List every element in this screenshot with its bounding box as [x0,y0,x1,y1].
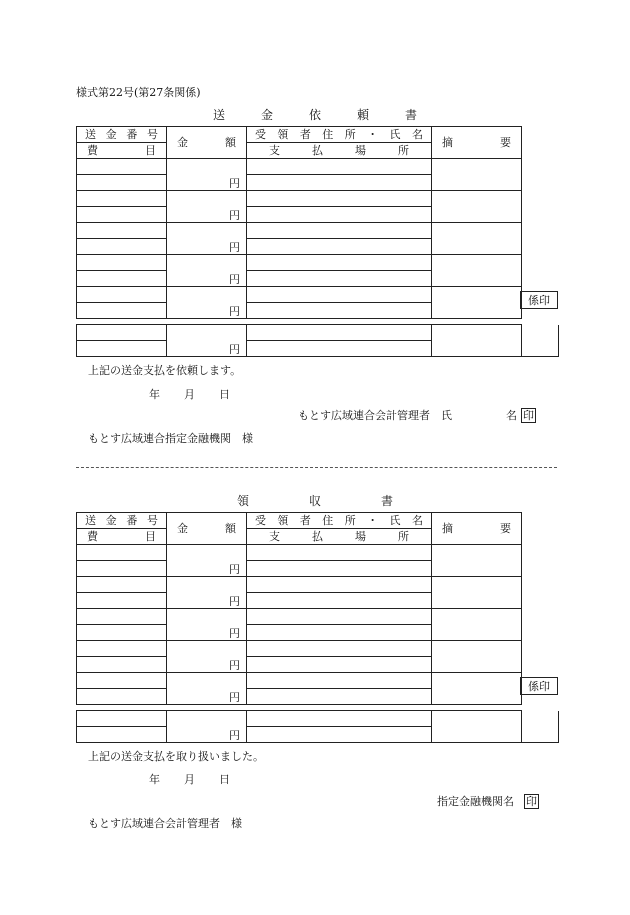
expense-cell[interactable] [77,303,167,319]
expense-cell[interactable] [77,341,167,357]
stamp-box [520,677,558,695]
recipient-cell[interactable] [247,673,432,689]
header-amount: 金 額 [167,513,247,545]
recipient-cell[interactable] [247,325,432,341]
expense-cell[interactable] [77,239,167,255]
header-recipient: 受 領 者 住 所 ・ 氏 名 [247,513,432,529]
amount-cell[interactable]: 円 [167,711,247,743]
remit-number-cell[interactable] [77,255,167,271]
expense-cell[interactable] [77,593,167,609]
summary-cell[interactable] [432,577,522,609]
payment-place-cell[interactable] [247,625,432,641]
payment-place-cell[interactable] [247,271,432,287]
payment-place-cell[interactable] [247,657,432,673]
expense-cell[interactable] [77,175,167,191]
summary-cell[interactable] [432,287,522,319]
remit-number-cell[interactable] [77,577,167,593]
remit-number-cell[interactable] [77,711,167,727]
addressee-bank: もとす広域連合指定金融機関 様 [88,432,253,445]
amount-cell[interactable]: 円 [167,255,247,287]
receipt-table [76,512,559,705]
payment-place-cell[interactable] [247,593,432,609]
payment-place-cell[interactable] [247,561,432,577]
amount-cell[interactable]: 円 [167,609,247,641]
payment-place-cell[interactable] [247,341,432,357]
remit-number-cell[interactable] [77,673,167,689]
stamp-area[interactable] [522,325,559,357]
expense-cell[interactable] [77,271,167,287]
expense-cell[interactable] [77,657,167,673]
remit-number-cell[interactable] [77,545,167,561]
seal-icon: 印 [526,795,537,808]
summary-cell[interactable] [432,191,522,223]
expense-cell[interactable] [77,689,167,705]
recipient-cell[interactable] [247,287,432,303]
remittance-request-table-tail [76,324,559,357]
header-payment-place: 支 払 場 所 [247,143,432,159]
date-line: 年 月 日 [149,388,230,401]
remit-number-cell[interactable] [77,159,167,175]
stamp-label: 係印 [521,292,558,309]
recipient-cell[interactable] [247,223,432,239]
payment-place-cell[interactable] [247,303,432,319]
stamp-area[interactable] [522,711,559,743]
remit-number-cell[interactable] [77,191,167,207]
remit-number-cell[interactable] [77,287,167,303]
recipient-cell[interactable] [247,545,432,561]
payment-place-cell[interactable] [247,175,432,191]
request-statement: 上記の送金支払を依頼します。 [88,364,242,377]
header-summary: 摘 要 [432,513,522,545]
payment-place-cell[interactable] [247,239,432,255]
payment-place-cell[interactable] [247,207,432,223]
header-remit-number: 送 金 番 号 [77,127,167,143]
remit-number-cell[interactable] [77,223,167,239]
remittance-request-title: 送 金 依 頼 書 [212,108,417,122]
summary-cell[interactable] [432,673,522,705]
payment-place-cell[interactable] [247,689,432,705]
remittance-request-table [76,126,559,319]
recipient-cell[interactable] [247,609,432,625]
administrator-signature: もとす広域連合会計管理者 氏 名 印 [298,409,534,422]
summary-cell[interactable] [432,325,522,357]
stamp-box [520,291,558,309]
amount-cell[interactable]: 円 [167,577,247,609]
expense-cell[interactable] [77,207,167,223]
header-recipient: 受 領 者 住 所 ・ 氏 名 [247,127,432,143]
recipient-cell[interactable] [247,641,432,657]
summary-cell[interactable] [432,545,522,577]
summary-cell[interactable] [432,609,522,641]
remit-number-cell[interactable] [77,609,167,625]
form-label: 様式第22号(第27条関係) [76,86,201,99]
summary-cell[interactable] [432,223,522,255]
expense-cell[interactable] [77,625,167,641]
expense-cell[interactable] [77,561,167,577]
summary-cell[interactable] [432,711,522,743]
receipt-statement: 上記の送金支払を取り扱いました。 [88,750,264,763]
summary-cell[interactable] [432,641,522,673]
amount-cell[interactable]: 円 [167,641,247,673]
amount-cell[interactable]: 円 [167,545,247,577]
date-line: 年 月 日 [149,773,230,786]
seal-icon: 印 [523,409,534,422]
header-expense: 費 目 [77,529,167,545]
remit-number-cell[interactable] [77,325,167,341]
bank-signature: 指定金融機関名 印 [437,795,537,808]
receipt-table-tail [76,710,559,743]
amount-cell[interactable]: 円 [167,159,247,191]
recipient-cell[interactable] [247,577,432,593]
amount-cell[interactable]: 円 [167,673,247,705]
amount-cell[interactable]: 円 [167,287,247,319]
recipient-cell[interactable] [247,711,432,727]
summary-cell[interactable] [432,159,522,191]
cut-line [76,467,557,468]
amount-cell[interactable]: 円 [167,191,247,223]
receipt-title: 領 収 書 [236,494,393,508]
summary-cell[interactable] [432,255,522,287]
amount-cell[interactable]: 円 [167,223,247,255]
recipient-cell[interactable] [247,255,432,271]
amount-cell[interactable]: 円 [167,325,247,357]
expense-cell[interactable] [77,727,167,743]
header-summary: 摘 要 [432,127,522,159]
stamp-label: 係印 [521,678,558,695]
header-amount: 金 額 [167,127,247,159]
payment-place-cell[interactable] [247,727,432,743]
addressee-administrator: もとす広域連合会計管理者 様 [88,817,242,830]
header-payment-place: 支 払 場 所 [247,529,432,545]
header-remit-number: 送 金 番 号 [77,513,167,529]
header-expense: 費 目 [77,143,167,159]
recipient-cell[interactable] [247,159,432,175]
remit-number-cell[interactable] [77,641,167,657]
recipient-cell[interactable] [247,191,432,207]
